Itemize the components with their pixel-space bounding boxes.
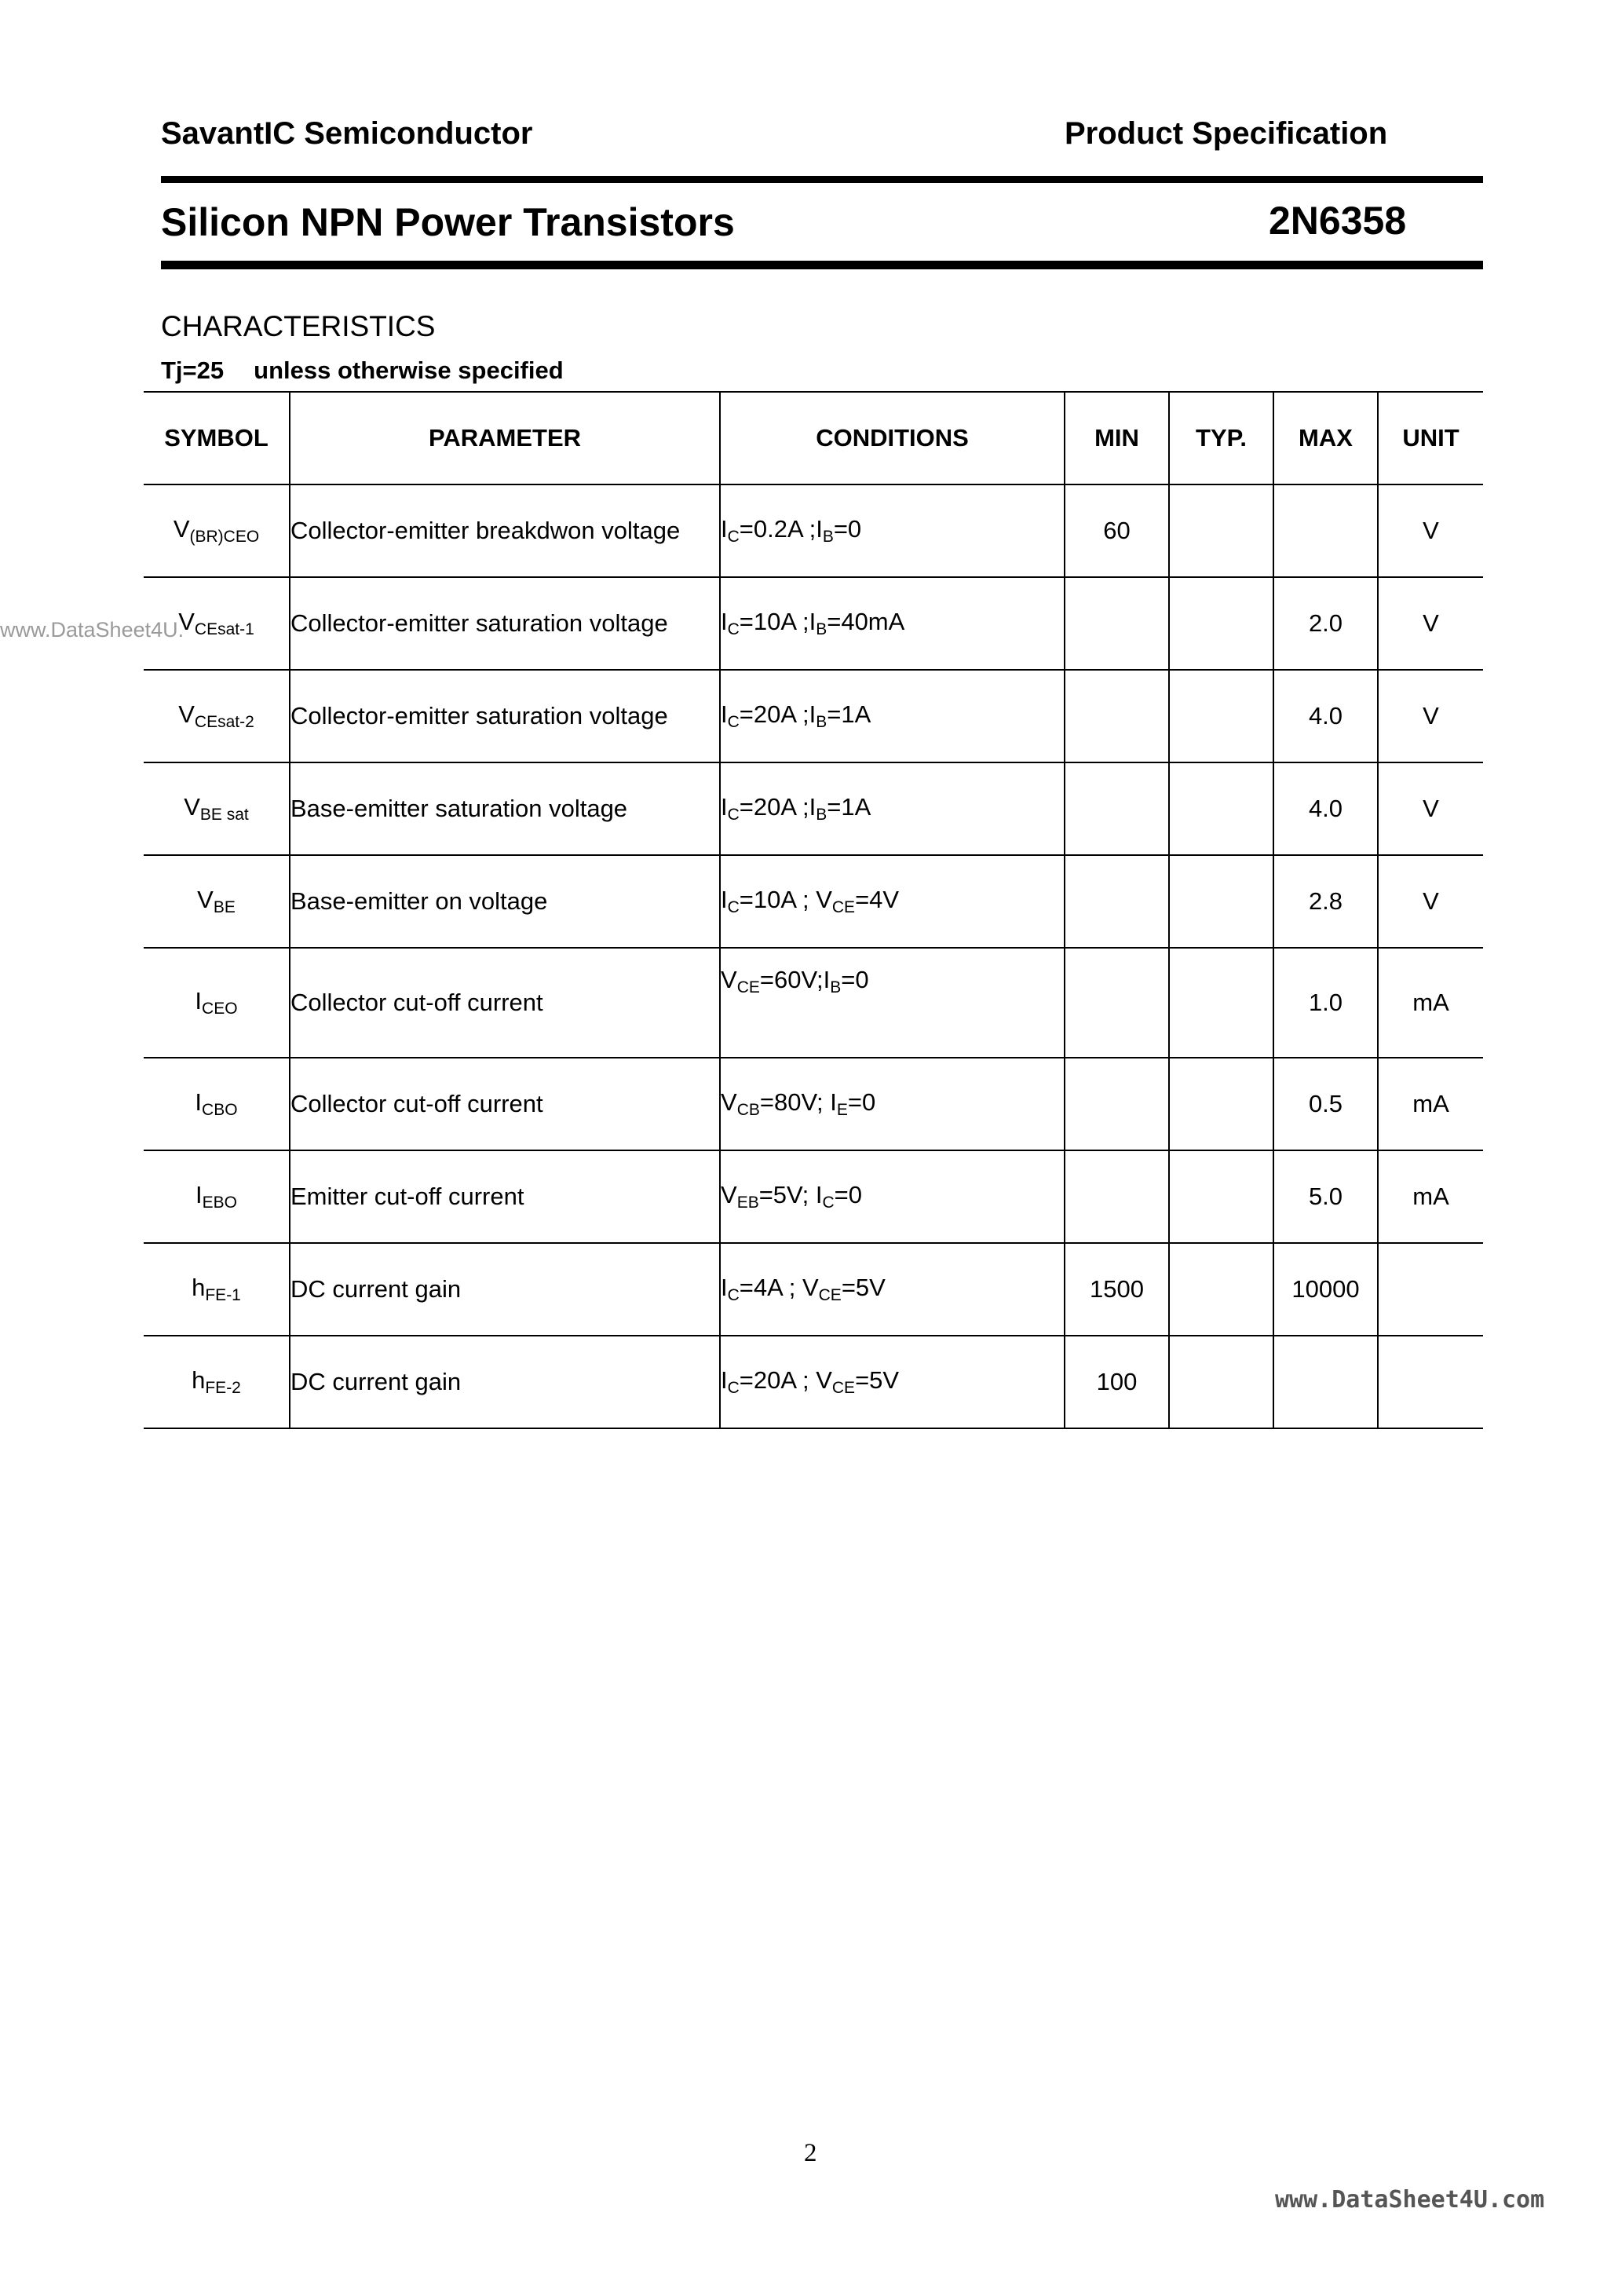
table-row [144, 1150, 1483, 1243]
unit-cell: mA [1378, 948, 1483, 1058]
test-condition [161, 356, 564, 385]
max-cell: 5.0 [1273, 1150, 1378, 1243]
max-cell: 4.0 [1273, 762, 1378, 855]
conditions-cell: $I_C=20A$ $;I_B=1A$ [720, 670, 1065, 762]
symbol-cell: $V_{BE sat}$ [144, 762, 290, 855]
min-cell [1065, 1150, 1169, 1243]
unit-cell: mA [1378, 1150, 1483, 1243]
header-min: MIN [1065, 392, 1169, 484]
symbol-cell: $h_{FE-2}$ [144, 1336, 290, 1428]
max-cell [1273, 484, 1378, 577]
conditions-cell: $V_{EB}=5V$; $I_C=0$ [720, 1150, 1065, 1243]
parameter-cell: Collector-emitter saturation voltage [290, 670, 720, 762]
max-cell: 1.0 [1273, 948, 1378, 1058]
parameter-cell: Base-emitter on voltage [290, 855, 720, 948]
junction-temp: Tj=25 [161, 356, 225, 384]
header-conditions: CONDITIONS [720, 392, 1065, 484]
header-max: MAX [1273, 392, 1378, 484]
min-cell: 1500 [1065, 1243, 1169, 1336]
parameter-cell: Collector cut-off current [290, 948, 720, 1058]
document-type: Product Specification [1065, 116, 1388, 151]
parameter-cell: DC current gain [290, 1243, 720, 1336]
symbol-cell: $V_{CEsat-1}$ [144, 577, 290, 670]
watermark-left: www.DataSheet4U. [0, 618, 184, 642]
symbol-cell: $I_{CBO}$ [144, 1058, 290, 1150]
header-unit: UNIT [1378, 392, 1483, 484]
typ-cell [1169, 1336, 1273, 1428]
max-cell: 2.8 [1273, 855, 1378, 948]
conditions-cell: $I_C=10A$ $;I_B=40mA$ [720, 577, 1065, 670]
parameter-cell: Emitter cut-off current [290, 1150, 720, 1243]
unit-cell: V [1378, 577, 1483, 670]
conditions-cell: $I_C=20A$ $;I_B=1A$ [720, 762, 1065, 855]
max-cell: 0.5 [1273, 1058, 1378, 1150]
unit-cell [1378, 1243, 1483, 1336]
min-cell [1065, 762, 1169, 855]
unit-cell: V [1378, 855, 1483, 948]
table-row [144, 855, 1483, 948]
typ-cell [1169, 1243, 1273, 1336]
typ-cell [1169, 670, 1273, 762]
header-typ: TYP. [1169, 392, 1273, 484]
part-number: 2N6358 [1269, 199, 1407, 243]
parameter-cell: Base-emitter saturation voltage [290, 762, 720, 855]
max-cell: 2.0 [1273, 577, 1378, 670]
typ-cell [1169, 1150, 1273, 1243]
conditions-cell: $I_C=20A$ ; $V_{CE}=5V$ [720, 1336, 1065, 1428]
min-cell: 60 [1065, 484, 1169, 577]
company-name: SavantIC Semiconductor [161, 116, 533, 151]
conditions-cell: $I_C=10A$ ; $V_{CE}=4V$ [720, 855, 1065, 948]
typ-cell [1169, 1058, 1273, 1150]
header-rule-top [161, 176, 1483, 183]
table-header-row [144, 392, 1483, 484]
min-cell [1065, 670, 1169, 762]
typ-cell [1169, 577, 1273, 670]
table-row [144, 670, 1483, 762]
conditions-cell: $I_C=0.2A$ $;I_B=0$ [720, 484, 1065, 577]
min-cell [1065, 948, 1169, 1058]
max-cell [1273, 1336, 1378, 1428]
symbol-cell: $I_{EBO}$ [144, 1150, 290, 1243]
header-rule-bottom [161, 261, 1483, 269]
unit-cell: V [1378, 484, 1483, 577]
table-row [144, 948, 1483, 1058]
parameter-cell: Collector-emitter breakdwon voltage [290, 484, 720, 577]
max-cell: 4.0 [1273, 670, 1378, 762]
conditions-cell: $V_{CE}=60V;I_B=0$ [720, 948, 1065, 1058]
min-cell: 100 [1065, 1336, 1169, 1428]
table-row [144, 762, 1483, 855]
symbol-cell: $V_{(BR)CEO}$ [144, 484, 290, 577]
symbol-cell: $h_{FE-1}$ [144, 1243, 290, 1336]
table-row [144, 1058, 1483, 1150]
typ-cell [1169, 948, 1273, 1058]
typ-cell [1169, 855, 1273, 948]
unit-cell: V [1378, 670, 1483, 762]
max-cell: 10000 [1273, 1243, 1378, 1336]
parameter-cell: Collector-emitter saturation voltage [290, 577, 720, 670]
min-cell [1065, 1058, 1169, 1150]
table-row [144, 577, 1483, 670]
table-row [144, 484, 1483, 577]
symbol-cell: $I_{CEO}$ [144, 948, 290, 1058]
unit-cell: V [1378, 762, 1483, 855]
min-cell [1065, 577, 1169, 670]
condition-note: unless otherwise specified [254, 356, 564, 384]
header-parameter: PARAMETER [290, 392, 720, 484]
unit-cell [1378, 1336, 1483, 1428]
header-symbol: SYMBOL [144, 392, 290, 484]
parameter-cell: DC current gain [290, 1336, 720, 1428]
conditions-cell: $I_C=4A$ ; $V_{CE}=5V$ [720, 1243, 1065, 1336]
table-row [144, 1336, 1483, 1428]
unit-cell: mA [1378, 1058, 1483, 1150]
characteristics-table [144, 391, 1483, 1429]
min-cell [1065, 855, 1169, 948]
product-line-title: Silicon NPN Power Transistors [161, 200, 735, 244]
symbol-cell: $V_{CEsat-2}$ [144, 670, 290, 762]
watermark-footer: www.DataSheet4U.com [1275, 2186, 1545, 2214]
section-title: CHARACTERISTICS [161, 310, 436, 342]
parameter-cell: Collector cut-off current [290, 1058, 720, 1150]
table-row [144, 1243, 1483, 1336]
typ-cell [1169, 762, 1273, 855]
symbol-cell: $V_{BE}$ [144, 855, 290, 948]
typ-cell [1169, 484, 1273, 577]
conditions-cell: $V_{CB}=80V$; $I_E=0$ [720, 1058, 1065, 1150]
page-number: 2 [804, 2139, 817, 2167]
